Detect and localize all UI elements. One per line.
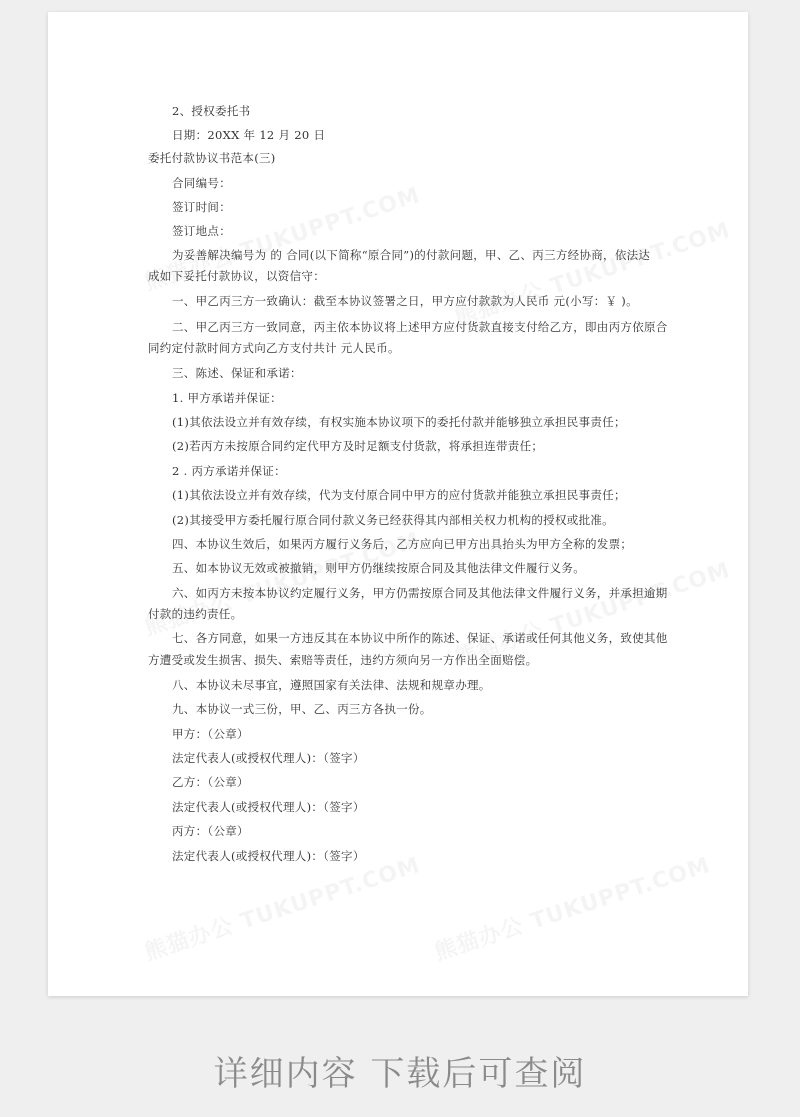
- paragraph-line: 付款的违约责任。: [148, 607, 243, 621]
- download-hint: 详细内容 下载后可查阅: [213, 1054, 587, 1094]
- paragraph-line: 八、本协议未尽事宜，遵照国家有关法律、法规和规章办理。: [172, 678, 491, 692]
- party-b-representative: 法定代表人(或授权代理人)：（签字）: [172, 800, 365, 814]
- date-line: 日期：20XX 年 12 月 20 日: [172, 128, 326, 142]
- paragraph-line: (2)若丙方未按原合同约定代甲方及时足额支付货款，将承担连带责任；: [172, 439, 544, 453]
- party-b-seal: 乙方：（公章）: [172, 775, 249, 789]
- paragraph-line: 七、各方同意，如果一方违反其在本协议中所作的陈述、保证、承诺或任何其他义务，致使其他: [172, 631, 668, 645]
- watermark: [450, 213, 734, 332]
- paragraph-line: 四、本协议生效后，如果丙方履行义务后，乙方应向已甲方出具抬头为甲方全称的发票；: [172, 537, 633, 551]
- paragraph-line: 六、如丙方未按本协议约定履行义务，甲方仍需按原合同及其他法律文件履行义务，并承担逾期: [172, 586, 668, 600]
- document-page: [48, 12, 748, 996]
- paragraph-line: 为妥善解决编号为 的 合同(以下简称“原合同”)的付款问题，甲、乙、丙三方经协商，依法达: [172, 248, 651, 262]
- paragraph-line: 方遭受或发生损害、损失、索赔等责任，违约方须向另一方作出全面赔偿。: [148, 653, 538, 667]
- section-heading: 2、授权委托书: [172, 104, 251, 118]
- paragraph-line: 成如下妥托付款协议，以资信守：: [148, 269, 325, 283]
- paragraph-line: (1)其依法设立并有效存续，代为支付原合同中甲方的应付货款并能独立承担民事责任；: [172, 488, 626, 502]
- paragraph-line: 二、甲乙丙三方一致同意，丙主依本协议将上述甲方应付货款直接支付给乙方，即由丙方依原合: [172, 320, 668, 334]
- paragraph-line: 五、如本协议无效或被撤销，则甲方仍继续按原合同及其他法律文件履行义务。: [172, 561, 585, 575]
- watermark: [430, 848, 714, 967]
- party-c-representative: 法定代表人(或授权代理人)：（签字）: [172, 849, 365, 863]
- party-a-seal: 甲方：（公章）: [172, 727, 249, 741]
- paragraph-line: 1. 甲方承诺并保证：: [172, 391, 282, 405]
- paragraph-line: (1)其依法设立并有效存续，有权实施本协议项下的委托付款并能够独立承担民事责任；: [172, 415, 626, 429]
- party-c-seal: 丙方：（公章）: [172, 824, 249, 838]
- contract-number-field: 合同编号：: [172, 176, 231, 190]
- paragraph-line: 同约定付款时间方式向乙方支付共计 元人民币。: [148, 341, 400, 355]
- watermark: [140, 848, 424, 967]
- party-a-representative: 法定代表人(或授权代理人)：（签字）: [172, 751, 365, 765]
- document-title: 委托付款协议书范本(三): [148, 151, 276, 165]
- paragraph-line: (2)其接受甲方委托履行原合同付款义务已经获得其内部相关权力机构的授权或批准。: [172, 513, 614, 527]
- paragraph-line: 2 . 丙方承诺并保证：: [172, 464, 286, 478]
- paragraph-line: 九、本协议一式三份，甲、乙、丙三方各执一份。: [172, 702, 432, 716]
- paragraph-line: 一、甲乙丙三方一致确认：截至本协议签署之日，甲方应付款款为人民币 元(小写：￥ )。: [172, 294, 638, 308]
- signing-time-field: 签订时间：: [172, 200, 231, 214]
- paragraph-line: 三、陈述、保证和承诺：: [172, 366, 302, 380]
- signing-place-field: 签订地点：: [172, 224, 231, 238]
